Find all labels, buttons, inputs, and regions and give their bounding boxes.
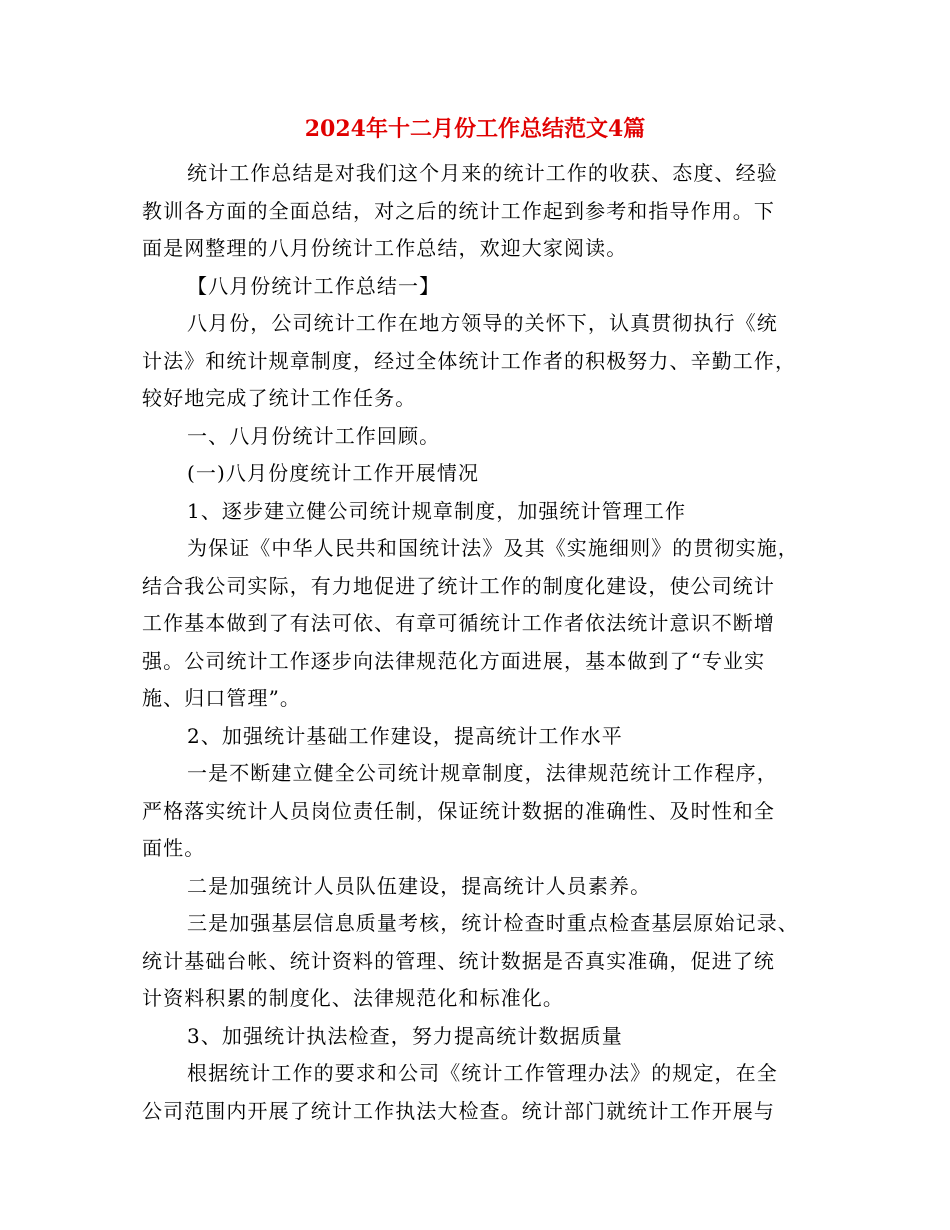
paragraph: 三是加强基层信息质量考核，统计检查时重点检查基层原始记录、 统计基础台帐、统计资料的管理、统计数据是否真实准确，促进了统 计资料积累的制度化、法律规范化和标准化。 bbox=[142, 911, 799, 1010]
item-heading: 3、加强统计执法检查，努力提高统计数据质量 bbox=[187, 1023, 623, 1048]
subsection-heading: (一)八月份度统计工作开展情况 bbox=[187, 461, 480, 485]
paragraph: 一是不断建立健全公司统计规章制度，法律规范统计工作程序， 严格落实统计人员岗位责任制，保证统计数据的准确性、及时性和全 面性。 bbox=[142, 761, 778, 860]
paragraph: 根据统计工作的要求和公司《统计工作管理办法》的规定，在全 公司范围内开展了统计工作执法大检查。统计部门就统计工作开展与 bbox=[142, 1061, 778, 1123]
section-heading: 【八月份统计工作总结一】 bbox=[187, 273, 441, 298]
section-heading: 一、八月份统计工作回顾。 bbox=[187, 423, 441, 448]
item-heading: 2、加强统计基础工作建设，提高统计工作水平 bbox=[187, 723, 623, 748]
document-title: 2024年十二月份工作总结范文4篇 bbox=[304, 116, 646, 142]
paragraph: 八月份，公司统计工作在地方领导的关怀下，认真贯彻执行《统 计法》和统计规章制度，经过全体统计工作者的积极努力、辛勤工作， 较好地完成了统计工作任务。 bbox=[142, 311, 797, 410]
paragraph: 统计工作总结是对我们这个月来的统计工作的收获、态度、经验 教训各方面的全面总结，对之后的统计工作起到参考和指导作用。下 面是网整理的八月份统计工作总结，欢迎大家阅读。 bbox=[142, 161, 778, 260]
paragraph: 为保证《中华人民共和国统计法》及其《实施细则》的贯彻实施， 结合我公司实际，有力地促进了统计工作的制度化建设，使公司统计 工作基本做到了有法可依、有章可循统计工作者依法统计意识不断增 强。公司统计工作逐步向法律规范化方面进展，基本做到了“专业实 施、归口管理”。 bbox=[142, 536, 799, 710]
item-heading: 1、逐步建立健公司统计规章制度，加强统计管理工作 bbox=[187, 498, 687, 523]
paragraph: 二是加强统计人员队伍建设，提高统计人员素养。 bbox=[187, 873, 652, 898]
document-body bbox=[142, 155, 822, 1130]
